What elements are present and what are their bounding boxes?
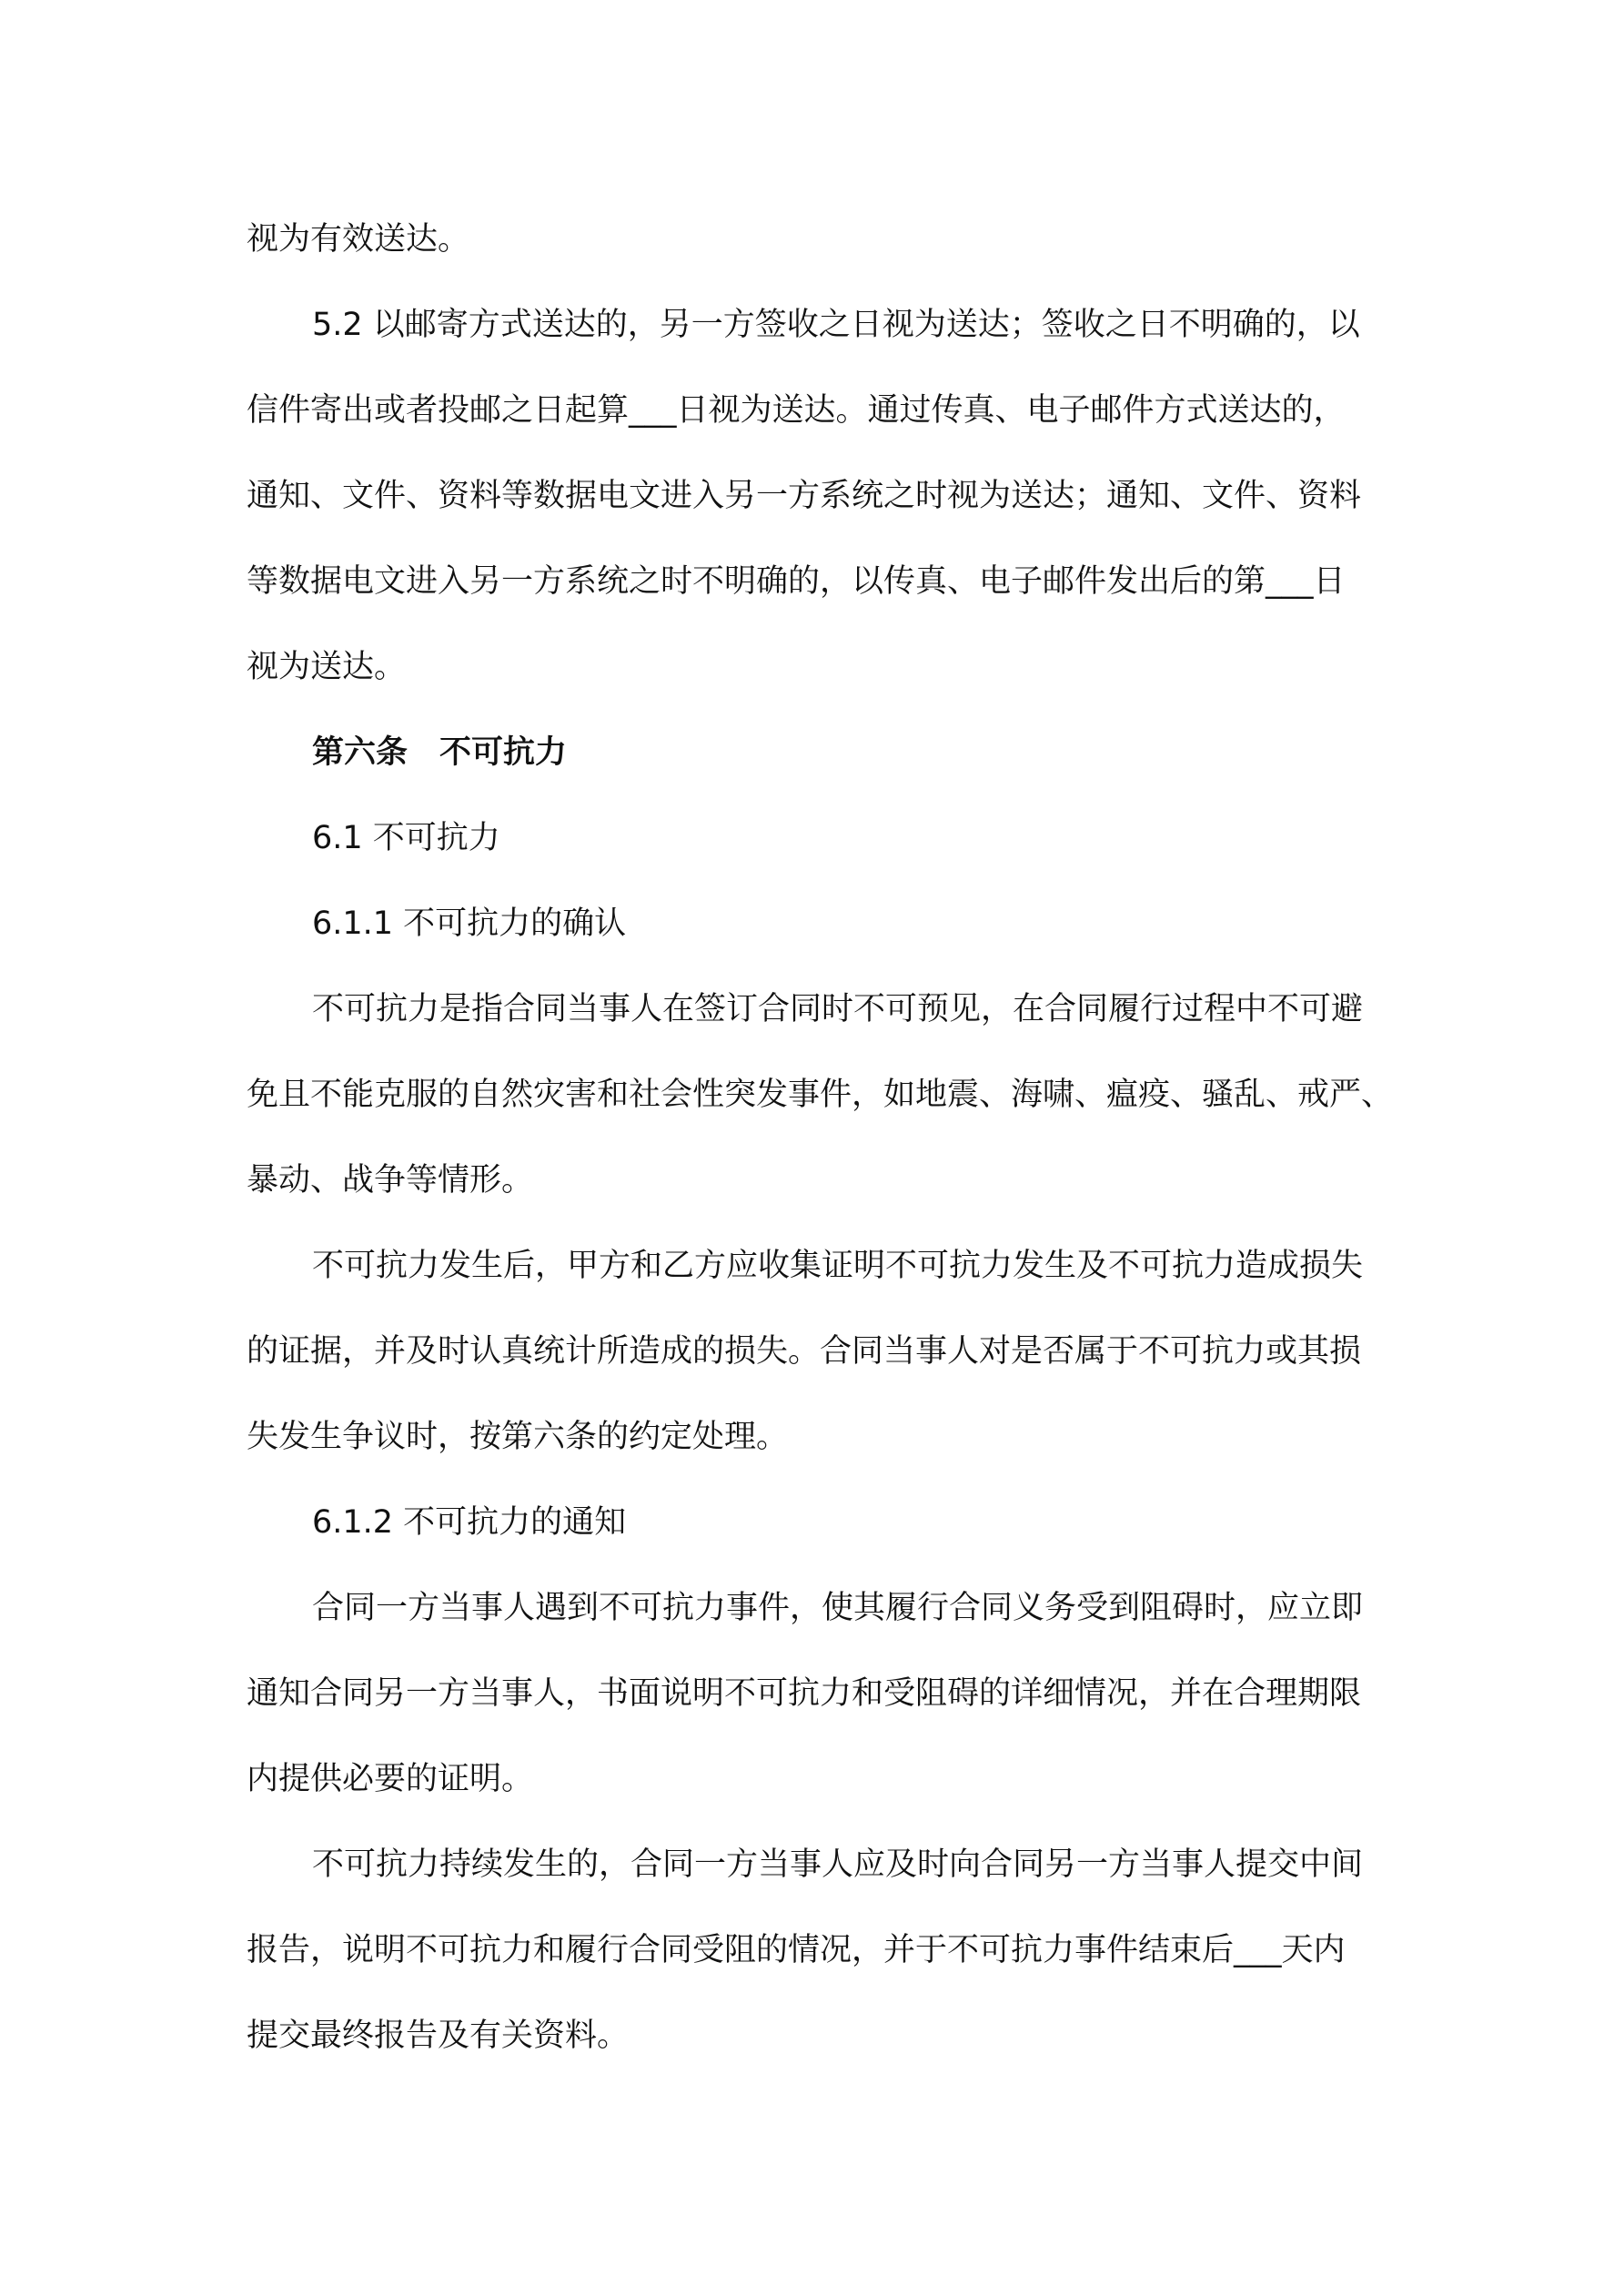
force-majeure-definition-line-2: 免且不能克服的自然灾害和社会性突发事件，如地震、海啸、瘟疫、骚乱、戒严、 — [247, 1077, 1394, 1113]
clause-5-2-line-4: 等数据电文进入另一方系统之时不明确的，以传真、电子邮件发出后的第___日 — [247, 563, 1346, 600]
force-majeure-notice-line-3: 内提供必要的证明。 — [247, 1761, 534, 1797]
clause-5-2-line-2: 信件寄出或者投邮之日起算___日视为送达。通过传真、电子邮件方式送达的， — [247, 392, 1346, 429]
force-majeure-report-line-1: 不可抗力持续发生的，合同一方当事人应及时向合同另一方当事人提交中间 — [312, 1846, 1364, 1883]
force-majeure-loss-line-1: 不可抗力发生后，甲方和乙方应收集证明不可抗力发生及不可抗力造成损失 — [312, 1248, 1364, 1284]
force-majeure-loss-line-2: 的证据，并及时认真统计所造成的损失。合同当事人对是否属于不可抗力或其损 — [247, 1333, 1362, 1370]
force-majeure-definition-line-3: 暴动、战争等情形。 — [247, 1162, 534, 1199]
force-majeure-definition-line-1: 不可抗力是指合同当事人在签订合同时不可预见，在合同履行过程中不可避 — [312, 991, 1364, 1027]
force-majeure-notice-line-2: 通知合同另一方当事人，书面说明不可抗力和受阻碍的详细情况，并在合理期限 — [247, 1675, 1362, 1712]
force-majeure-report-line-3: 提交最终报告及有关资料。 — [247, 2018, 630, 2054]
section-6-1-2-heading: 6.1.2 不可抗力的通知 — [312, 1504, 627, 1541]
section-6-1-1-heading: 6.1.1 不可抗力的确认 — [312, 905, 627, 942]
clause-5-2-line-1: 5.2 以邮寄方式送达的，另一方签收之日视为送达；签收之日不明确的，以 — [312, 307, 1360, 343]
article-6-heading: 第六条 不可抗力 — [312, 734, 568, 771]
force-majeure-report-line-2: 报告，说明不可抗力和履行合同受阻的情况，并于不可抗力事件结束后___天内 — [247, 1932, 1346, 1968]
document-body — [247, 197, 1393, 2079]
force-majeure-notice-line-1: 合同一方当事人遇到不可抗力事件，使其履行合同义务受到阻碍时，应立即 — [312, 1590, 1364, 1626]
clause-5-2-line-5: 视为送达。 — [247, 649, 407, 685]
clause-5-2-line-3: 通知、文件、资料等数据电文进入另一方系统之时视为送达；通知、文件、资料 — [247, 478, 1362, 514]
paragraph-continuation: 视为有效送达。 — [247, 221, 470, 258]
section-6-1-heading: 6.1 不可抗力 — [312, 820, 500, 856]
force-majeure-loss-line-3: 失发生争议时，按第六条的约定处理。 — [247, 1419, 789, 1455]
